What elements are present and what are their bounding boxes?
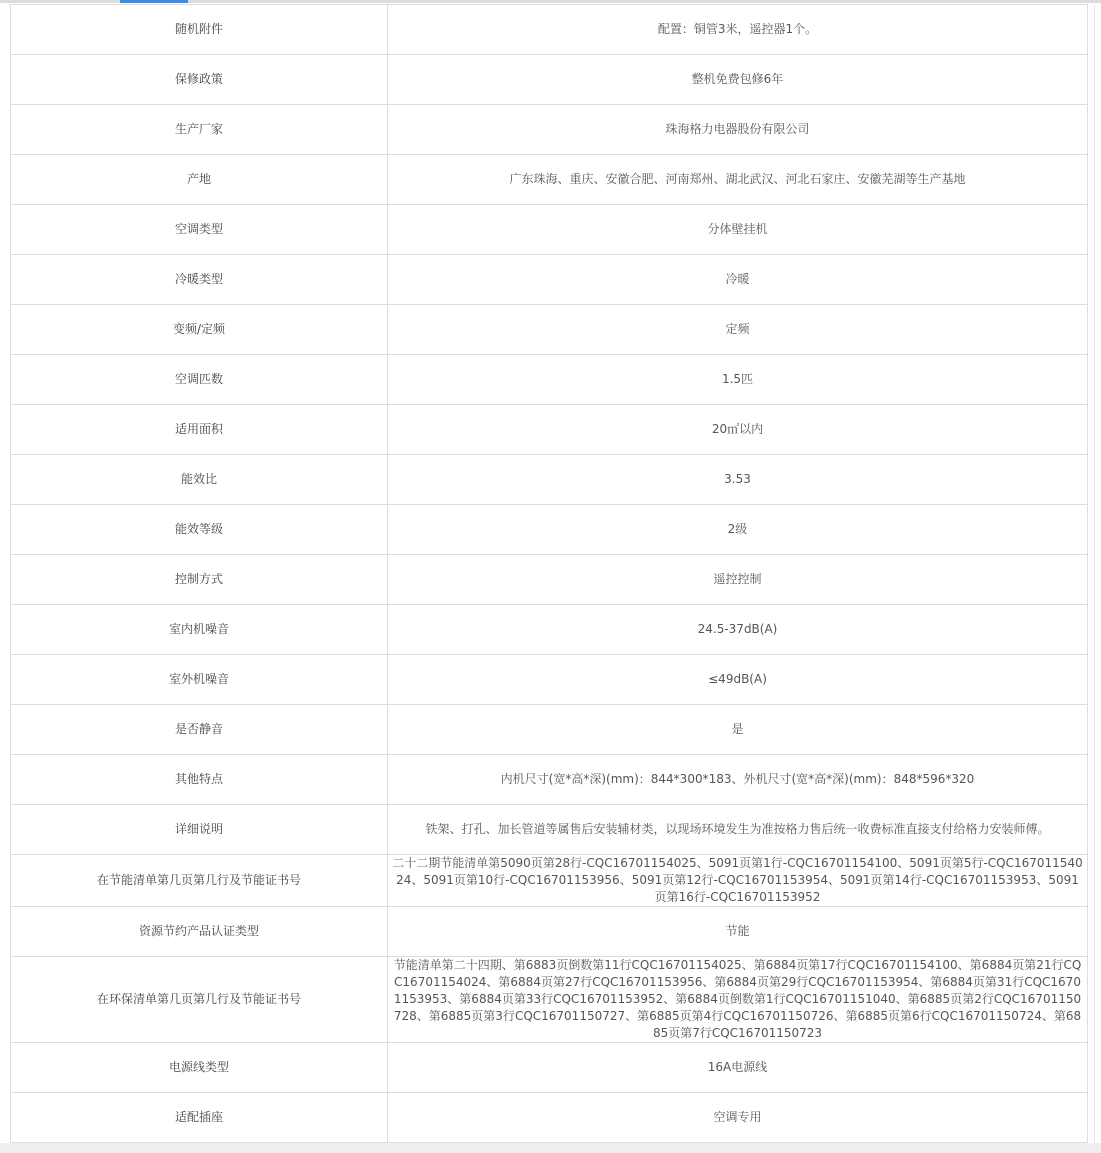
spec-label: 其他特点 (11, 755, 388, 805)
spec-label: 控制方式 (11, 555, 388, 605)
table-row (11, 5, 1088, 55)
table-row (11, 155, 1088, 205)
spec-label: 空调类型 (11, 205, 388, 255)
spec-label: 室外机噪音 (11, 655, 388, 705)
spec-label: 在环保清单第几页第几行及节能证书号 (11, 957, 388, 1043)
table-row (11, 907, 1088, 957)
spec-label: 生产厂家 (11, 105, 388, 155)
spec-label: 保修政策 (11, 55, 388, 105)
spec-value: 珠海格力电器股份有限公司 (388, 105, 1088, 155)
spec-label: 适配插座 (11, 1093, 388, 1143)
scroll-edge (1094, 0, 1095, 1143)
spec-value: 2级 (388, 505, 1088, 555)
table-row (11, 855, 1088, 907)
table-row (11, 55, 1088, 105)
table-row (11, 255, 1088, 305)
spec-label: 空调匹数 (11, 355, 388, 405)
spec-label: 是否静音 (11, 705, 388, 755)
spec-label: 在节能清单第几页第几行及节能证书号 (11, 855, 388, 907)
table-row (11, 755, 1088, 805)
table-row (11, 305, 1088, 355)
bottom-strip (0, 1143, 1101, 1153)
spec-value: 3.53 (388, 455, 1088, 505)
spec-value: 内机尺寸(宽*高*深)(mm)：844*300*183、外机尺寸(宽*高*深)(mm)：848*596*320 (388, 755, 1088, 805)
spec-value: 16A电源线 (388, 1043, 1088, 1093)
spec-value: ≤49dB(A) (388, 655, 1088, 705)
active-tab-indicator (120, 0, 188, 3)
spec-value: 遥控控制 (388, 555, 1088, 605)
spec-label: 详细说明 (11, 805, 388, 855)
table-row (11, 455, 1088, 505)
table-row (11, 505, 1088, 555)
spec-label: 冷暖类型 (11, 255, 388, 305)
table-row (11, 805, 1088, 855)
spec-label: 能效比 (11, 455, 388, 505)
spec-value: 20㎡以内 (388, 405, 1088, 455)
table-row (11, 655, 1088, 705)
spec-table-body (11, 5, 1088, 1143)
table-row (11, 405, 1088, 455)
spec-value: 铁架、打孔、加长管道等属售后安装辅材类，以现场环境发生为准按格力售后统一收费标准直接支付给格力安装师傅。 (388, 805, 1088, 855)
spec-label: 电源线类型 (11, 1043, 388, 1093)
table-row (11, 1093, 1088, 1143)
spec-value: 配置：铜管3米，遥控器1个。 (388, 5, 1088, 55)
spec-label: 随机附件 (11, 5, 388, 55)
spec-label: 资源节约产品认证类型 (11, 907, 388, 957)
spec-label: 能效等级 (11, 505, 388, 555)
table-row (11, 555, 1088, 605)
spec-value: 广东珠海、重庆、安徽合肥、河南郑州、湖北武汉、河北石家庄、安徽芜湖等生产基地 (388, 155, 1088, 205)
table-row (11, 705, 1088, 755)
spec-value: 定频 (388, 305, 1088, 355)
spec-value: 是 (388, 705, 1088, 755)
table-row (11, 957, 1088, 1043)
spec-label: 产地 (11, 155, 388, 205)
spec-value: 节能清单第二十四期、第6883页倒数第11行CQC16701154025、第6884页第17行CQC16701154100、第6884页第21行CQC16701154024、第6884页第27行CQC16701153956、第6884页第29行CQC16701153954、第6884页第31行CQC16701153953、第6884页第33行CQC16701153952、第6884页倒数第1行CQC16701151040、第6885页第2行CQC16701150728、第6885页第3行CQC16701150727、第6885页第4行CQC16701150726、第6885页第6行CQC16701150724、第6885页第7行CQC16701150723 (388, 957, 1088, 1043)
table-row (11, 1043, 1088, 1093)
spec-table (10, 4, 1088, 1143)
spec-label: 变频/定频 (11, 305, 388, 355)
spec-value: 空调专用 (388, 1093, 1088, 1143)
spec-label: 适用面积 (11, 405, 388, 455)
table-row (11, 605, 1088, 655)
spec-value: 冷暖 (388, 255, 1088, 305)
spec-value: 整机免费包修6年 (388, 55, 1088, 105)
spec-value: 24.5-37dB(A) (388, 605, 1088, 655)
spec-value: 分体壁挂机 (388, 205, 1088, 255)
spec-label: 室内机噪音 (11, 605, 388, 655)
table-row (11, 355, 1088, 405)
spec-value: 二十二期节能清单第5090页第28行-CQC16701154025、5091页第1行-CQC16701154100、5091页第5行-CQC16701154024、5091页第10行-CQC16701153956、5091页第12行-CQC16701153954、5091页第14行-CQC16701153953、5091页第16行-CQC16701153952 (388, 855, 1088, 907)
table-row (11, 205, 1088, 255)
table-row (11, 105, 1088, 155)
spec-value: 节能 (388, 907, 1088, 957)
spec-value: 1.5匹 (388, 355, 1088, 405)
